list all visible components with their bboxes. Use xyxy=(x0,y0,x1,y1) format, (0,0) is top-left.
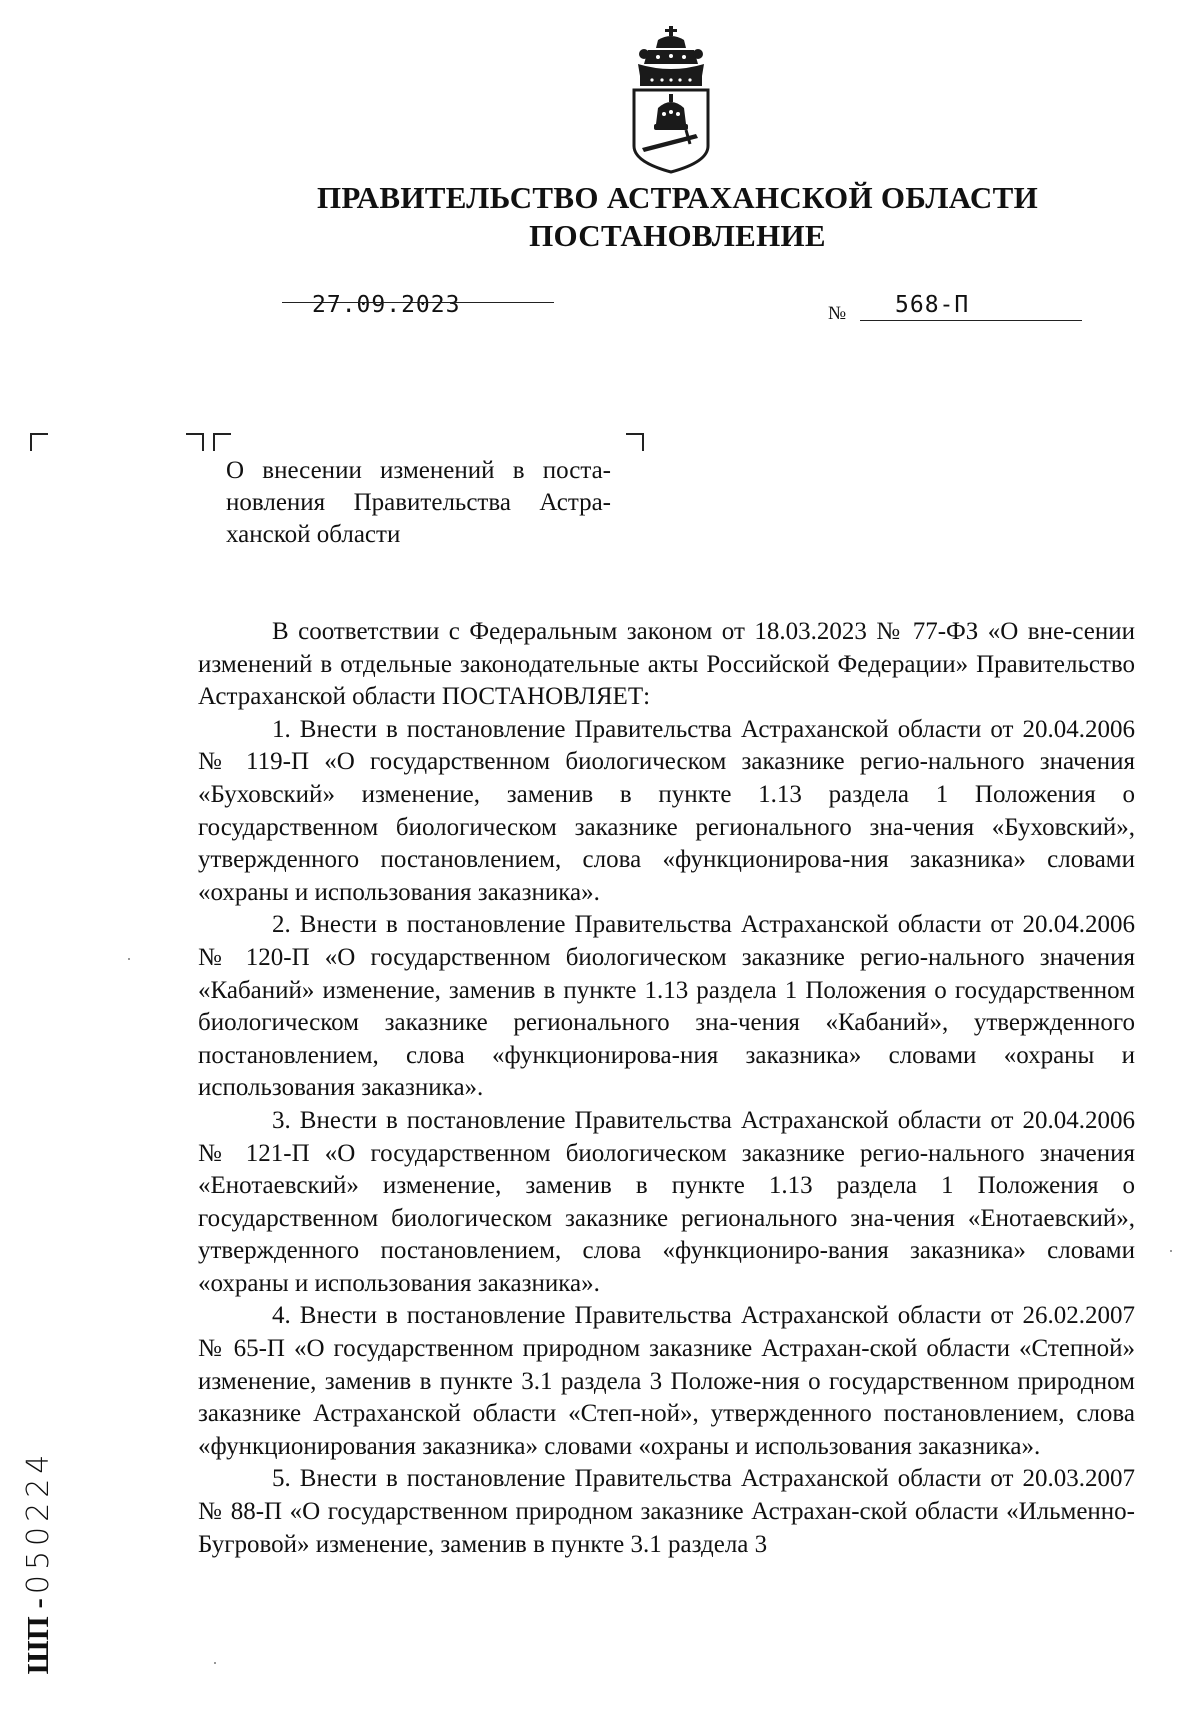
document-subject: О внесении изменений в поста-новления Правительства Астра-ханской области xyxy=(226,457,611,548)
number-sign: № xyxy=(828,303,847,324)
clause-2: 2. Внести в постановление Правительства Астраханской области от 20.04.2006 № 120-П «О государственном биологическом заказнике регио-нального значения «Кабаний» изменение, заменив в пункте 1.13 раздела 1 Положения о государственном биологическом заказнике регионального зна-чения «Кабаний», утвержденного постановлением, слова «функционирова-ния заказника» словами «охраны и использования заказника». xyxy=(198,911,1135,1102)
preamble-paragraph: В соответствии с Федеральным законом от 18.03.2023 № 77-ФЗ «О вне-сении изменений в отдельные законодательные акты Российской Федерации» Правительство Астраханской области ПОСТАНОВЛЯЕТ: xyxy=(198,618,1135,711)
clause-4: 4. Внести в постановление Правительства Астраханской области от 26.02.2007 № 65-П «О государственном природном заказнике Астрахан-ской области «Степной» изменение, заменив в пункте 3.1 раздела 3 Положе-ния о государственном природном заказнике Астраханской области «Степ-ной», утвержденного постановлением, слова «функционирования заказника» словами «охраны и использования заказника». xyxy=(198,1302,1135,1460)
astrakhan-coat-of-arms-icon xyxy=(628,24,714,174)
document-date: 27.09.2023 xyxy=(312,292,461,318)
side-stamp-number: 050224 xyxy=(21,1449,56,1595)
document-number: 568-П xyxy=(895,292,970,318)
document-type: ПОСТАНОВЛЕНИЕ xyxy=(529,218,826,253)
corner-mark xyxy=(186,433,204,451)
scan-speck xyxy=(214,1662,216,1664)
side-serial-stamp xyxy=(20,1450,56,1675)
corner-mark xyxy=(213,433,231,451)
scan-speck xyxy=(1170,1250,1172,1252)
government-title: ПРАВИТЕЛЬСТВО АСТРАХАНСКОЙ ОБЛАСТИ xyxy=(316,180,1038,215)
corner-mark xyxy=(626,433,644,451)
corner-mark xyxy=(30,433,48,451)
clause-1: 1. Внести в постановление Правительства Астраханской области от 20.04.2006 № 119-П «О государственном биологическом заказнике регио-нального значения «Буховский» изменение, заменив в пункте 1.13 раздела 1 Положения о государственном биологическом заказнике регионального зна-чения «Буховский», утвержденного постановлением, слова «функционирова-ния заказника» словами «охраны и использования заказника». xyxy=(198,715,1135,906)
document-body xyxy=(198,616,1135,1561)
clause-5: 5. Внести в постановление Правительства Астраханской области от 20.03.2007 № 88-П «О государственном природном заказнике Астрахан-ской области «Ильменно-Бугровой» изменение, заменив в пункте 3.1 раздела 3 xyxy=(198,1465,1135,1558)
date-underline xyxy=(282,302,554,303)
side-stamp-prefix: ШП - xyxy=(20,1598,55,1675)
number-underline xyxy=(860,320,1082,321)
clause-3: 3. Внести в постановление Правительства Астраханской области от 20.04.2006 № 121-П «О государственном биологическом заказнике регио-нального значения «Енотаевский» изменение, заменив в пункте 1.13 раздела 1 Положения о государственном биологическом заказнике регионального зна-чения «Енотаевский», утвержденного постановлением, слова «функциониро-вания заказника» словами «охраны и использования заказника». xyxy=(198,1106,1135,1297)
scan-speck xyxy=(128,958,130,960)
